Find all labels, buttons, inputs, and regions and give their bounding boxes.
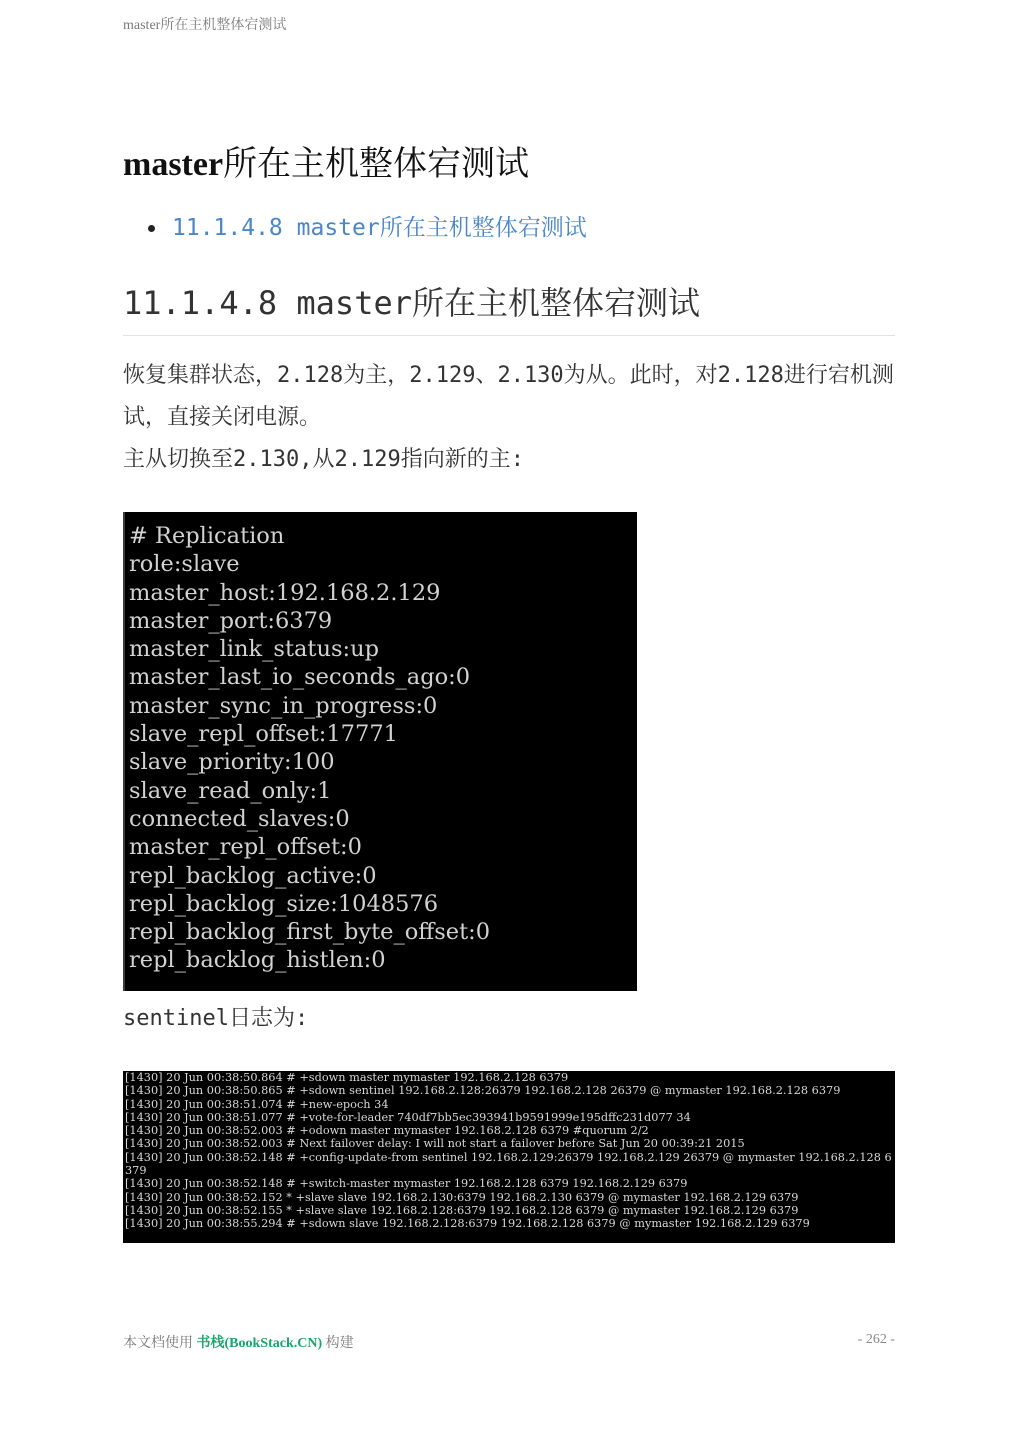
- replication-line: slave_priority:100: [129, 749, 335, 776]
- replication-info-screenshot: [123, 512, 637, 991]
- log-line: [1430] 20 Jun 00:38:52.148 # +switch-master mymaster 192.168.2.128 6379 192.168.2.129 6379: [125, 1177, 688, 1191]
- replication-line: master_link_status:up: [129, 636, 379, 663]
- replication-line: connected_slaves:0: [129, 805, 350, 832]
- footer-suffix: 构建: [322, 1336, 354, 1351]
- replication-line: master_last_io_seconds_ago:0: [129, 664, 471, 691]
- log-line: [1430] 20 Jun 00:38:52.003 # Next failover delay: I will not start a failover before Sat Jun 20 00:39:21 2015: [125, 1137, 745, 1151]
- sentinel-log-label: sentinel日志为:: [123, 1006, 309, 1031]
- log-line: [1430] 20 Jun 00:38:52.152 * +slave slave 192.168.2.130:6379 192.168.2.130 6379 @ mymaster 192.168.2.129 6379: [125, 1190, 799, 1204]
- replication-line: master_port:6379: [129, 607, 333, 634]
- log-line: [1430] 20 Jun 00:38:52.155 * +slave slave 192.168.2.128:6379 192.168.2.128 6379 @ mymaster 192.168.2.129 6379: [125, 1203, 799, 1217]
- replication-line: master_repl_offset:0: [129, 834, 362, 861]
- log-line: [1430] 20 Jun 00:38:55.294 # +sdown slave 192.168.2.128:6379 192.168.2.128 6379 @ mymaster 192.168.2.129 6379: [125, 1217, 810, 1231]
- section-heading: 11.1.4.8 master所在主机整体宕测试: [123, 280, 895, 336]
- log-line: [1430] 20 Jun 00:38:52.003 # +odown master mymaster 192.168.2.128 6379 #quorum 2/2: [125, 1124, 649, 1138]
- page-title-rest: 所在主机整体宕测试: [223, 146, 530, 183]
- log-line: [1430] 20 Jun 00:38:50.864 # +sdown master mymaster 192.168.2.128 6379: [125, 1071, 569, 1084]
- replication-line: slave_read_only:1: [129, 777, 332, 804]
- sentinel-log-screenshot: [123, 1071, 895, 1243]
- footer-brand-link[interactable]: 书栈(BookStack.CN): [196, 1336, 323, 1351]
- replication-line: slave_repl_offset:17771: [129, 721, 398, 748]
- replication-line: master_sync_in_progress:0: [129, 692, 438, 719]
- paragraph-cluster-state: 恢复集群状态，2.128为主，2.129、2.130为从。此时，对2.128进行宕机测试，直接关闭电源。: [123, 363, 894, 430]
- toc-link[interactable]: 11.1.4.8 master所在主机整体宕测试: [172, 215, 587, 241]
- page-title-bold: master: [123, 146, 224, 183]
- bullet-icon: [148, 225, 155, 232]
- log-line: [1430] 20 Jun 00:38:51.077 # +vote-for-leader 740df7bb5ec393941b9591999e195dffc231d077 34: [125, 1110, 691, 1124]
- replication-line: repl_backlog_active:0: [129, 862, 377, 889]
- replication-line: # Replication: [129, 523, 285, 549]
- replication-line: repl_backlog_histlen:0: [129, 947, 386, 974]
- log-line: [1430] 20 Jun 00:38:52.148 # +config-update-from sentinel 192.168.2.129:26379 192.168.2.129 26379 @ mymaster 192.168.2.128 6379: [125, 1150, 892, 1178]
- log-line: [1430] 20 Jun 00:38:50.865 # +sdown sentinel 192.168.2.128:26379 192.168.2.128 26379 @ mymaster 192.168.2.128 6379: [125, 1084, 841, 1098]
- page-number: - 262 -: [857, 1332, 895, 1347]
- log-line: [1430] 20 Jun 00:38:51.074 # +new-epoch 34: [125, 1097, 389, 1111]
- replication-line: repl_backlog_size:1048576: [129, 890, 439, 917]
- running-head: master所在主机整体宕测试: [123, 18, 287, 33]
- replication-line: master_host:192.168.2.129: [129, 579, 441, 606]
- footer-credit: [123, 1332, 354, 1352]
- page-title: [123, 140, 529, 190]
- replication-line: role:slave: [129, 551, 240, 578]
- toc-item: [148, 210, 587, 249]
- paragraph-failover-note: 主从切换至2.130,从2.129指向新的主:: [123, 447, 524, 472]
- footer-prefix: 本文档使用: [123, 1336, 197, 1351]
- replication-line: repl_backlog_first_byte_offset:0: [129, 919, 491, 946]
- table-of-contents: [148, 210, 587, 249]
